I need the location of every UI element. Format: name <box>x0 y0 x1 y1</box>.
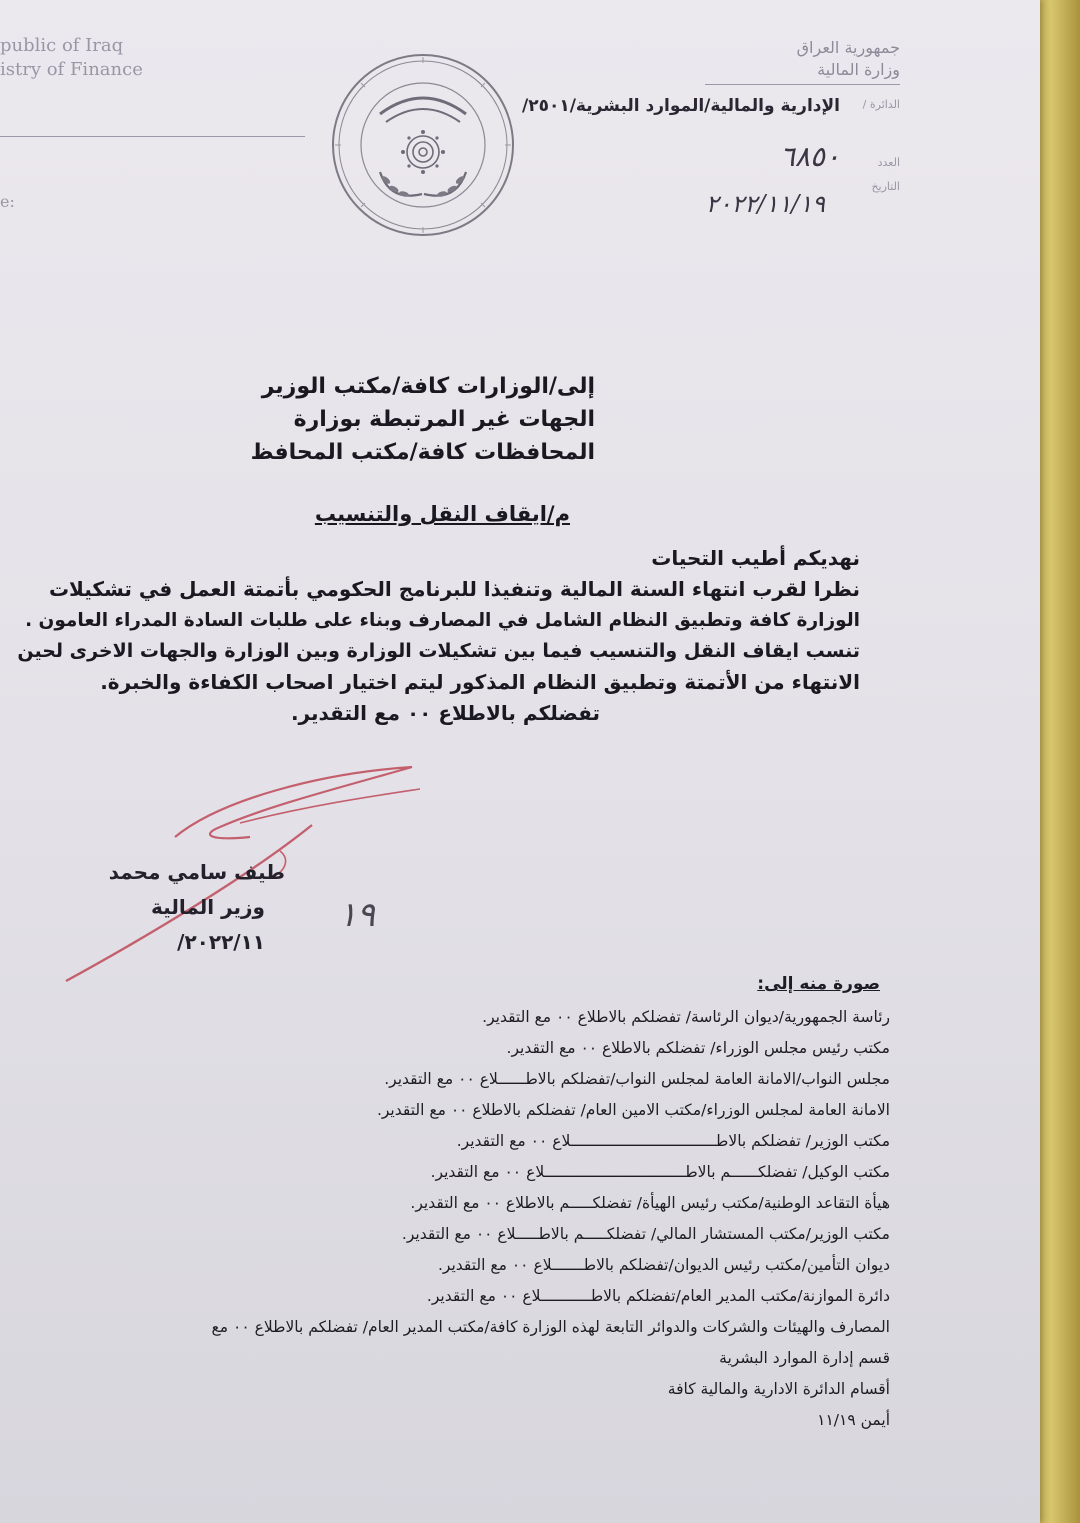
left-margin-mark: e: <box>0 192 15 211</box>
date-label: التاريخ <box>871 180 900 193</box>
greeting: نهديكم أطيب التحيات <box>651 546 860 570</box>
number-label: العدد <box>877 156 900 169</box>
letterhead-en-ministry: istry of Finance <box>0 59 143 80</box>
addressee-line-1: إلى/الوزارات كافة/مكتب الوزير <box>261 374 595 399</box>
copy-recipient-5: مكتب الوزير/ تفضلكم بالاطــــــــــــــــــــــــــــــــلاع ٠٠ مع التقدير. <box>456 1132 890 1150</box>
copy-recipient-9: ديوان التأمين/مكتب رئيس الديوان/تفضلكم بالاطـــــــلاع ٠٠ مع التقدير. <box>437 1256 890 1274</box>
copy-recipient-2: مكتب رئيس مجلس الوزراء/ تفضلكم بالاطلاع ٠٠ مع التقدير. <box>506 1039 890 1057</box>
addressee-line-3: المحافظات كافة/مكتب المحافظ <box>250 440 595 465</box>
signature-date: ٢٠٢٢/١١/ <box>177 930 265 954</box>
letterhead-ar-republic: جمهورية العراق <box>796 38 900 57</box>
copies-heading: صورة منه إلى: <box>757 974 880 994</box>
letterhead-right-rule <box>705 84 900 85</box>
copy-recipient-14: أيمن ١١/١٩ <box>817 1411 890 1429</box>
ministry-seal <box>330 52 516 238</box>
copy-recipient-11: المصارف والهيئات والشركات والدوائر التابعة لهذه الوزارة كافة/مكتب المدير العام/ تفضلكم بالاطلاع ٠٠ مع <box>211 1318 890 1336</box>
body-line-3: تنسب ايقاف النقل والتنسيب فيما بين تشكيلات الوزارة وبين الوزارة والجهات الاخرى لحين <box>17 640 860 662</box>
letter-number: ٦٨٥٠ <box>779 140 840 173</box>
body-line-2: الوزارة كافة وتطبيق النظام الشامل في المصارف وبناء على طلبات السادة المدراء العامون . <box>25 610 860 631</box>
letterhead-left-rule <box>0 136 305 137</box>
department-reference: الإدارية والمالية/الموارد البشرية/٢٥٠١/ <box>521 96 840 116</box>
copy-recipient-4: الامانة العامة لمجلس الوزراء/مكتب الامين العام/ تفضلكم بالاطلاع ٠٠ مع التقدير. <box>376 1101 890 1119</box>
department-label: الدائرة / <box>862 98 900 111</box>
signatory-name: طيف سامي محمد <box>108 860 285 884</box>
copy-recipient-1: رئاسة الجمهورية/ديوان الرئاسة/ تفضلكم بالاطلاع ٠٠ مع التقدير. <box>482 1008 890 1026</box>
copy-recipient-13: أقسام الدائرة الادارية والمالية كافة <box>667 1380 890 1398</box>
letter-date: ٢٠٢٢/١١/١٩ <box>705 190 825 218</box>
copy-recipient-8: مكتب الوزير/مكتب المستشار المالي/ تفضلكـــــم بالاطـــــلاع ٠٠ مع التقدير. <box>401 1225 890 1243</box>
copy-recipient-3: مجلس النواب/الامانة العامة لمجلس النواب/تفضلكم بالاطــــــلاع ٠٠ مع التقدير. <box>384 1070 890 1088</box>
addressee-line-2: الجهات غير المرتبطة بوزارة <box>293 407 595 432</box>
ministry-seal-emblem <box>330 52 516 238</box>
copy-recipient-12: قسم إدارة الموارد البشرية <box>719 1349 890 1367</box>
letterhead-ar-ministry: وزارة المالية <box>817 60 900 79</box>
copy-recipient-6: مكتب الوكيل/ تفضلكــــــم بالاطـــــــــــــــــــــــــــــــلاع ٠٠ مع التقدير. <box>430 1163 890 1181</box>
letterhead-en-republic: public of Iraq <box>0 35 124 56</box>
closing-line: تفضلكم بالاطلاع ٠٠ مع التقدير. <box>290 701 600 725</box>
copy-recipient-10: دائرة الموازنة/مكتب المدير العام/تفضلكم بالاطـــــــــــلاع ٠٠ مع التقدير. <box>426 1287 890 1305</box>
body-line-4: الانتهاء من الأتمتة وتطبيق النظام المذكور ليتم اختيار اصحاب الكفاءة والخبرة. <box>100 670 860 694</box>
copy-recipient-7: هيأة التقاعد الوطنية/مكتب رئيس الهيأة/ تفضلكـــــم بالاطلاع ٠٠ مع التقدير. <box>410 1194 890 1212</box>
signatory-title: وزير المالية <box>151 895 265 919</box>
letter-subject: م/ايقاف النقل والتنسيب <box>314 502 570 526</box>
signature-margin-note: ١٩ <box>338 895 375 935</box>
body-line-1: نظرا لقرب انتهاء السنة المالية وتنفيذا للبرنامج الحكومي بأتمتة العمل في تشكيلات <box>48 577 860 601</box>
